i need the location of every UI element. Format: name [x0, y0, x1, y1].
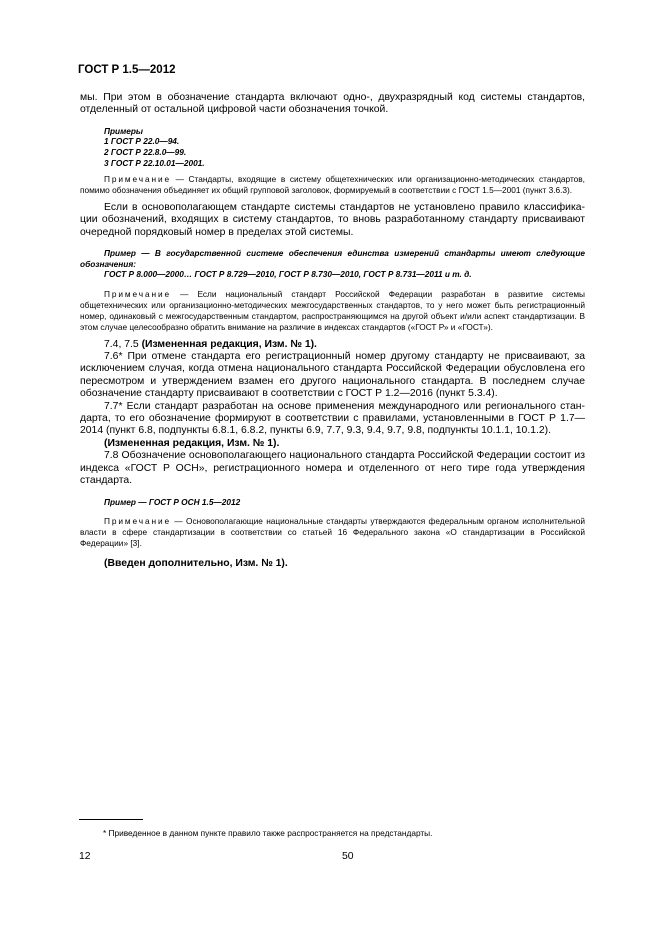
- note-1: [80, 174, 585, 196]
- page-number-center: 50: [342, 851, 354, 862]
- footnote-divider: [79, 819, 143, 820]
- paragraph-classification: Если в основополагающем стандарте системы стандартов не установлено правило классификации обозначений, входящих в систему стандартов, то вновь разработанному стандарту присваивают очередной порядковый номер в пределах этой системы.: [80, 202, 585, 238]
- section-7-4: [80, 339, 585, 351]
- example-osn: Пример — ГОСТ Р ОСН 1.5—2012: [104, 496, 241, 507]
- page-content: [80, 92, 585, 570]
- example-item: 3 ГОСТ Р 22.10.01—2001.: [104, 157, 205, 168]
- paragraph-continuation: мы. При этом в обозначение стандарта включают одно-, двухразрядный код системы стандартов, отделенный от остальной цифровой части обозначения точкой.: [80, 92, 585, 116]
- added-note: (Введен дополнительно, Изм. № 1).: [104, 557, 288, 569]
- note-2: [80, 289, 585, 333]
- document-header: ГОСТ Р 1.5—2012: [78, 64, 176, 76]
- amendment-note: (Измененная редакция, Изм. № 1).: [104, 437, 280, 449]
- note-label: Примечание: [104, 516, 172, 527]
- note-label: Примечание: [104, 289, 172, 299]
- note-label: Примечание: [104, 174, 172, 185]
- section-7-8: 7.8 Обозначение основополагающего национального стандарта Российской Федерации состоит из индекса «ГОСТ Р ОСН», регистрационного номера и отделенного от него тире года утверждения стандарта.: [80, 450, 585, 487]
- note-text: — Если национальный стандарт Российской Федерации разработан в развитие системы общетехнических или организационно-методических межгосударственных стандартов, то у него может быть регистрационный номер, одинаковый с межгосударственным стандартом, распространяющимся на другой объект и/или аспект стандартизации. В этом случае целесообразно обратить внимание на различие в индексах стандартов («ГОСТ Р» и «ГОСТ»).: [80, 289, 585, 332]
- footnote: * Приведенное в данном пункте правило также распространяется на предстандарты.: [103, 828, 433, 838]
- section-number: 7.4, 7.5: [104, 338, 142, 350]
- examples-title: Примеры: [104, 125, 144, 136]
- section-7-7: 7.7* Если стандарт разработан на основе применения международного или регионального стандарта, то его обозначение формируют в соответствии с правилами, установленными в ГОСТ Р 1.7—2014 (пункт 6.8, подпункты 6.8.1, 6.8.2, пункты 6.9, 7.7, 9.3, 9.4, 9.7, 9.8, подпункты 10.1.1, 10.1.2).: [80, 400, 585, 437]
- note-3: [80, 516, 585, 549]
- note-text: — Основополагающие национальные стандарты утверждаются федеральным органом исполнительной власти в сфере стандартизации в соответствии со статьей 16 Федерального закона «О стандартизации в Российской Федерации» [3].: [80, 516, 585, 548]
- example-item: 1 ГОСТ Р 22.0—94.: [104, 136, 180, 147]
- page-number: 12: [79, 851, 91, 862]
- amendment-note: (Измененная редакция, Изм. № 1).: [141, 338, 317, 350]
- note-text: — Стандарты, входящие в систему общетехнических или организационно-методических стандартов, помимо обозначения объединяет их общий групповой заголовок, формируемый в соответствии с ГОСТ 1.5—2001 (пункт 3.6.3).: [80, 174, 585, 196]
- example-item: 2 ГОСТ Р 22.8.0—99.: [104, 147, 187, 157]
- example-gsi: Пример — В государственной системе обеспечения единства измерений стандарты имеют следующие обозначения:: [80, 248, 585, 269]
- example-gsi-list: ГОСТ Р 8.000—2000… ГОСТ Р 8.729—2010, ГОСТ Р 8.730—2010, ГОСТ Р 8.731—2011 и т. д.: [104, 269, 472, 280]
- section-7-6: 7.6* При отмене стандарта его регистрационный номер другому стандарту не присваивают, за исключением случая, когда отмена национального стандарта Российской Федерации обусловлена его пересмотром и утверждением взамен его другого национального стандарта. В последнем случае обозначение стандарту присваивают в соответствии с ГОСТ Р 1.2—2016 (пункт 5.3.4).: [80, 351, 585, 400]
